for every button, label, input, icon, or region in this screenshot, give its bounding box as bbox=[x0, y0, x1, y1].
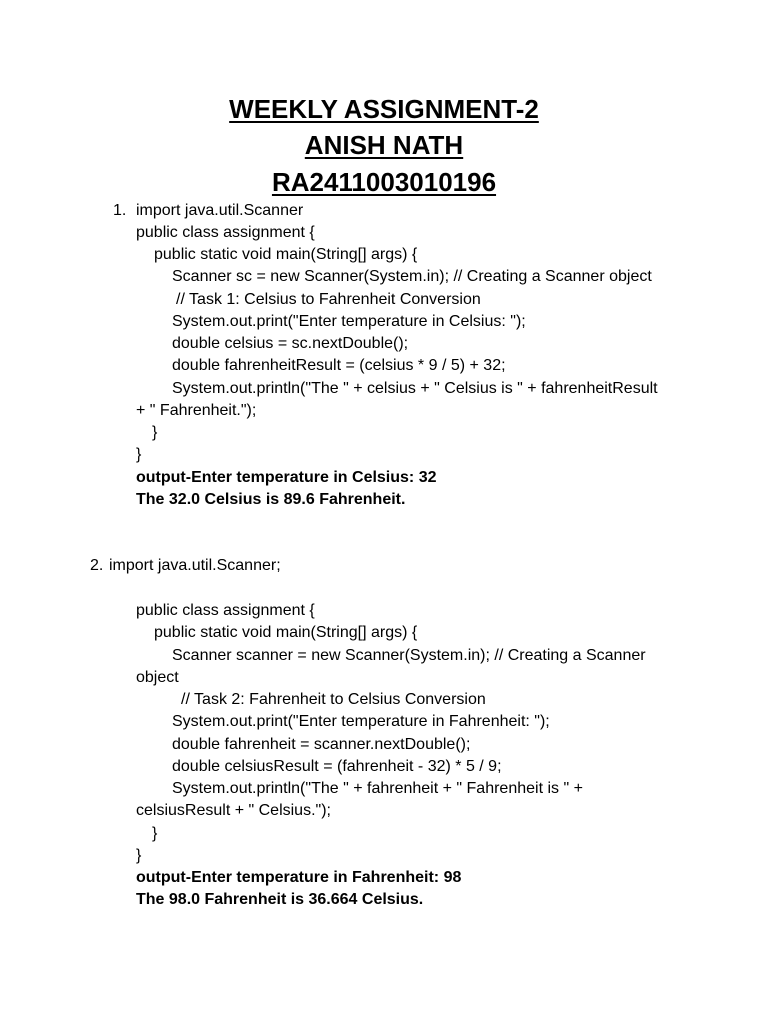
q2-code-line: double celsiusResult = (fahrenheit - 32) * 5 / 9; bbox=[172, 758, 502, 775]
author-name: ANISH NATH bbox=[304, 130, 464, 160]
q1-code-line: + " Fahrenheit."); bbox=[136, 402, 257, 419]
q1-code-line: System.out.print("Enter temperature in Celsius: "); bbox=[172, 313, 526, 330]
document-title: WEEKLY ASSIGNMENT-2 bbox=[229, 94, 539, 124]
q1-code-line: public class assignment { bbox=[136, 224, 315, 241]
registration-number: RA2411003010196 bbox=[271, 167, 497, 197]
q1-output-line: output-Enter temperature in Celsius: 32 bbox=[136, 469, 437, 486]
q2-code-line: object bbox=[136, 669, 179, 686]
q1-code-line: double fahrenheitResult = (celsius * 9 / 5) + 32; bbox=[172, 357, 506, 374]
q1-code-line: } bbox=[136, 446, 142, 463]
q1-code-line: } bbox=[152, 424, 158, 441]
q1-output-line: The 32.0 Celsius is 89.6 Fahrenheit. bbox=[136, 491, 406, 508]
q2-code-line: } bbox=[152, 825, 158, 842]
q1-code-line: double celsius = sc.nextDouble(); bbox=[172, 335, 409, 352]
q1-code-line: // Task 1: Celsius to Fahrenheit Conversion bbox=[176, 291, 481, 308]
q2-output-line: The 98.0 Fahrenheit is 36.664 Celsius. bbox=[136, 891, 424, 908]
q2-code-line: double fahrenheit = scanner.nextDouble(); bbox=[172, 736, 471, 753]
q1-code-line: public static void main(String[] args) { bbox=[154, 246, 418, 263]
q2-code-line: System.out.println("The " + fahrenheit + " Fahrenheit is " + bbox=[172, 780, 583, 797]
q1-code-line: System.out.println("The " + celsius + " Celsius is " + fahrenheitResult bbox=[172, 380, 658, 397]
q2-code-line: Scanner scanner = new Scanner(System.in); // Creating a Scanner bbox=[172, 647, 646, 664]
q1-code-line: Scanner sc = new Scanner(System.in); // Creating a Scanner object bbox=[172, 268, 652, 285]
q1-number: 1. bbox=[113, 202, 127, 219]
q2-code-line: celsiusResult + " Celsius."); bbox=[136, 802, 331, 819]
q2-code-line: // Task 2: Fahrenheit to Celsius Conversion bbox=[181, 691, 486, 708]
q2-code-line: } bbox=[136, 847, 142, 864]
q2-number: 2. bbox=[90, 557, 104, 574]
q1-code-line: import java.util.Scanner bbox=[136, 202, 304, 219]
q2-code-line: public class assignment { bbox=[136, 602, 315, 619]
q2-output-line: output-Enter temperature in Fahrenheit: 98 bbox=[136, 869, 462, 886]
q2-code-line: import java.util.Scanner; bbox=[109, 557, 281, 574]
q2-code-line: public static void main(String[] args) { bbox=[154, 624, 418, 641]
q2-code-line: System.out.print("Enter temperature in Fahrenheit: "); bbox=[172, 713, 550, 730]
